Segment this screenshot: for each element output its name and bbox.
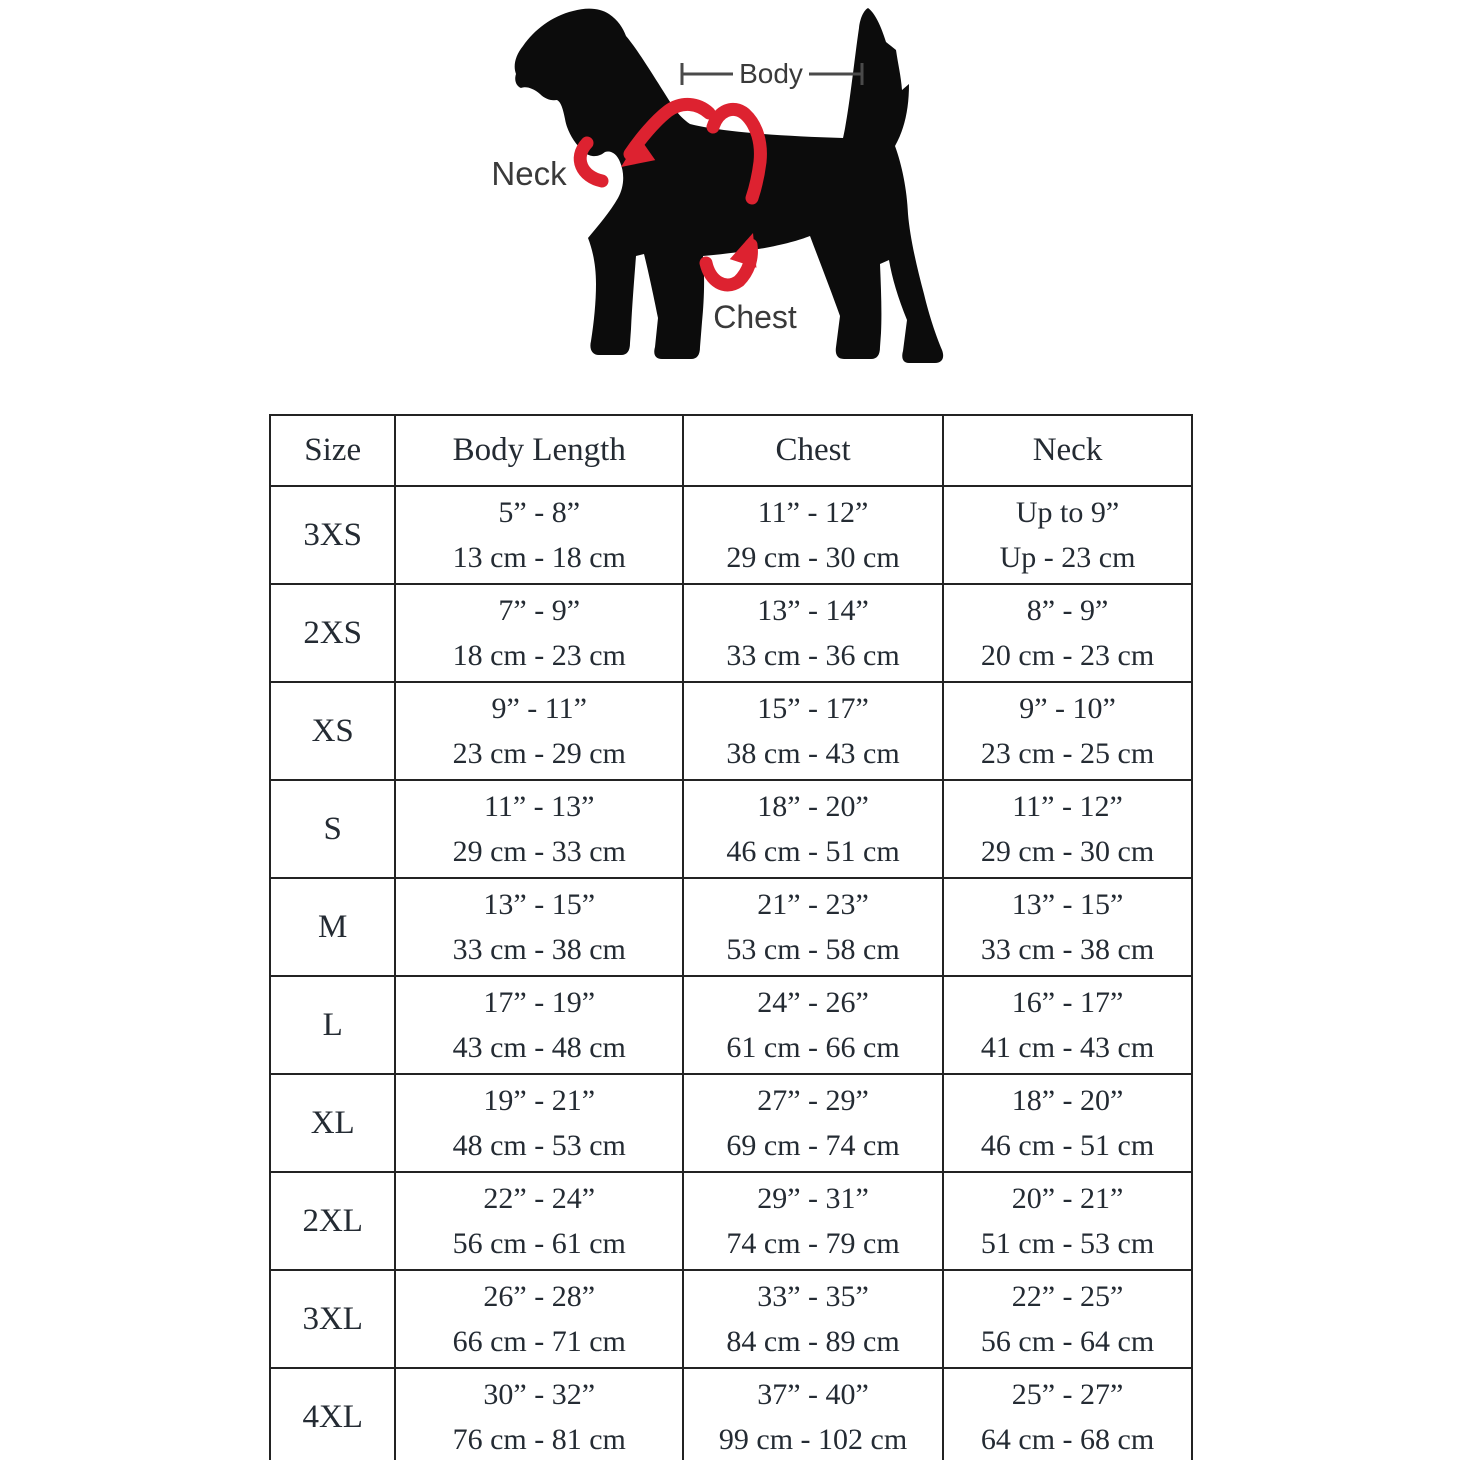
inches-range: 11” - 13” [483, 790, 595, 823]
header-neck: Neck [943, 415, 1192, 486]
inches-range: 7” - 9” [498, 594, 581, 627]
cm-range: 33 cm - 36 cm [726, 639, 900, 672]
cm-range: 56 cm - 64 cm [980, 1325, 1155, 1358]
size-label: XS [270, 682, 395, 780]
table-row-xs [270, 682, 1192, 780]
neck-cell [943, 486, 1192, 584]
body-length-cell [395, 1172, 683, 1270]
inches-range: 15” - 17” [757, 692, 869, 725]
size-label: 4XL [270, 1368, 395, 1460]
cm-range: 23 cm - 29 cm [452, 737, 626, 770]
inches-range: 26” - 28” [483, 1280, 596, 1313]
cm-range: 64 cm - 68 cm [980, 1423, 1155, 1456]
cm-range: 56 cm - 61 cm [452, 1227, 626, 1260]
neck-cell [943, 780, 1192, 878]
size-table [269, 414, 1193, 1460]
neck-cell [943, 1270, 1192, 1368]
size-table-header [270, 415, 1192, 486]
table-row-2xs [270, 584, 1192, 682]
neck-cell [943, 1074, 1192, 1172]
body-length-cell [395, 878, 683, 976]
inches-range: 29” - 31” [757, 1182, 869, 1215]
cm-range: 43 cm - 48 cm [452, 1031, 626, 1064]
cm-range: 33 cm - 38 cm [452, 933, 626, 966]
inches-range: 33” - 35” [757, 1280, 869, 1313]
size-label: L [270, 976, 395, 1074]
inches-range: 16” - 17” [1011, 986, 1124, 1019]
size-label: 2XL [270, 1172, 395, 1270]
body-length-cell [395, 1270, 683, 1368]
header-size: Size [270, 415, 395, 486]
inches-range: 27” - 29” [757, 1084, 869, 1117]
body-length-cell [395, 486, 683, 584]
neck-cell [943, 878, 1192, 976]
table-row-m [270, 878, 1192, 976]
size-label: XL [270, 1074, 395, 1172]
body-length-cell [395, 584, 683, 682]
cm-range: 51 cm - 53 cm [980, 1227, 1155, 1260]
cm-range: 29 cm - 30 cm [726, 541, 900, 574]
cm-range: 99 cm - 102 cm [718, 1423, 908, 1456]
size-label: 2XS [270, 584, 395, 682]
neck-cell [943, 682, 1192, 780]
cm-range: 23 cm - 25 cm [980, 737, 1155, 770]
cm-range: 41 cm - 43 cm [980, 1031, 1155, 1064]
inches-range: 18” - 20” [757, 790, 869, 823]
cm-range: 46 cm - 51 cm [980, 1129, 1155, 1162]
inches-range: 11” - 12” [757, 496, 869, 529]
cm-range: 53 cm - 58 cm [726, 933, 900, 966]
body-length-cell [395, 780, 683, 878]
inches-range: 13” - 14” [757, 594, 869, 627]
size-label: S [270, 780, 395, 878]
cm-range: 76 cm - 81 cm [452, 1423, 626, 1456]
inches-range: 30” - 32” [483, 1378, 596, 1411]
size-table-body [270, 486, 1192, 1460]
table-row-4xl [270, 1368, 1192, 1460]
size-label: 3XL [270, 1270, 395, 1368]
body-length-cell [395, 682, 683, 780]
inches-range: 5” - 8” [498, 496, 581, 529]
inches-range: 22” - 25” [1011, 1280, 1124, 1313]
cm-range: 69 cm - 74 cm [726, 1129, 900, 1162]
cm-range: 38 cm - 43 cm [726, 737, 900, 770]
inches-range: 18” - 20” [1011, 1084, 1124, 1117]
body-length-cell [395, 976, 683, 1074]
inches-range: 24” - 26” [757, 986, 869, 1019]
table-row-xl [270, 1074, 1192, 1172]
cm-range: 33 cm - 38 cm [980, 933, 1155, 966]
neck-label: Neck [491, 155, 567, 192]
chest-cell [683, 682, 943, 780]
table-row-3xl [270, 1270, 1192, 1368]
cm-range: 29 cm - 30 cm [980, 835, 1155, 868]
header-chest: Chest [683, 415, 943, 486]
inches-range: 13” - 15” [483, 888, 596, 921]
cm-range: 66 cm - 71 cm [452, 1325, 626, 1358]
table-row-3xs [270, 486, 1192, 584]
cm-range: 48 cm - 53 cm [452, 1129, 626, 1162]
inches-range: 9” - 11” [491, 692, 587, 725]
cm-range: 20 cm - 23 cm [980, 639, 1155, 672]
neck-cell [943, 976, 1192, 1074]
inches-range: 19” - 21” [483, 1084, 596, 1117]
inches-range: Up to 9” [1015, 496, 1120, 529]
cm-range: 13 cm - 18 cm [452, 541, 626, 574]
table-row-l [270, 976, 1192, 1074]
cm-range: Up - 23 cm [999, 541, 1136, 574]
inches-range: 17” - 19” [483, 986, 596, 1019]
cm-range: 29 cm - 33 cm [452, 835, 626, 868]
body-length-cell [395, 1368, 683, 1460]
size-label: 3XS [270, 486, 395, 584]
body-label: Body [739, 58, 803, 89]
inches-range: 25” - 27” [1011, 1378, 1124, 1411]
body-length-cell [395, 1074, 683, 1172]
header-body-length: Body Length [395, 415, 683, 486]
dog-measurement-diagram [430, 0, 1030, 400]
chest-cell [683, 1368, 943, 1460]
chest-cell [683, 1172, 943, 1270]
inches-range: 22” - 24” [483, 1182, 596, 1215]
cm-range: 61 cm - 66 cm [726, 1031, 900, 1064]
cm-range: 74 cm - 79 cm [726, 1227, 900, 1260]
size-label: M [270, 878, 395, 976]
cm-range: 18 cm - 23 cm [452, 639, 626, 672]
chest-cell [683, 780, 943, 878]
chest-cell [683, 976, 943, 1074]
chest-cell [683, 486, 943, 584]
chest-label: Chest [713, 299, 797, 335]
table-row-s [270, 780, 1192, 878]
inches-range: 37” - 40” [757, 1378, 869, 1411]
inches-range: 13” - 15” [1011, 888, 1124, 921]
table-row-2xl [270, 1172, 1192, 1270]
neck-cell [943, 1368, 1192, 1460]
inches-range: 21” - 23” [757, 888, 869, 921]
cm-range: 46 cm - 51 cm [726, 835, 900, 868]
neck-cell [943, 1172, 1192, 1270]
inches-range: 20” - 21” [1011, 1182, 1124, 1215]
inches-range: 9” - 10” [1019, 692, 1116, 725]
chest-cell [683, 878, 943, 976]
inches-range: 11” - 12” [1012, 790, 1123, 823]
chest-cell [683, 1074, 943, 1172]
chest-cell [683, 584, 943, 682]
neck-cell [943, 584, 1192, 682]
header-row [270, 415, 1192, 486]
inches-range: 8” - 9” [1026, 594, 1109, 627]
chest-cell [683, 1270, 943, 1368]
cm-range: 84 cm - 89 cm [726, 1325, 900, 1358]
